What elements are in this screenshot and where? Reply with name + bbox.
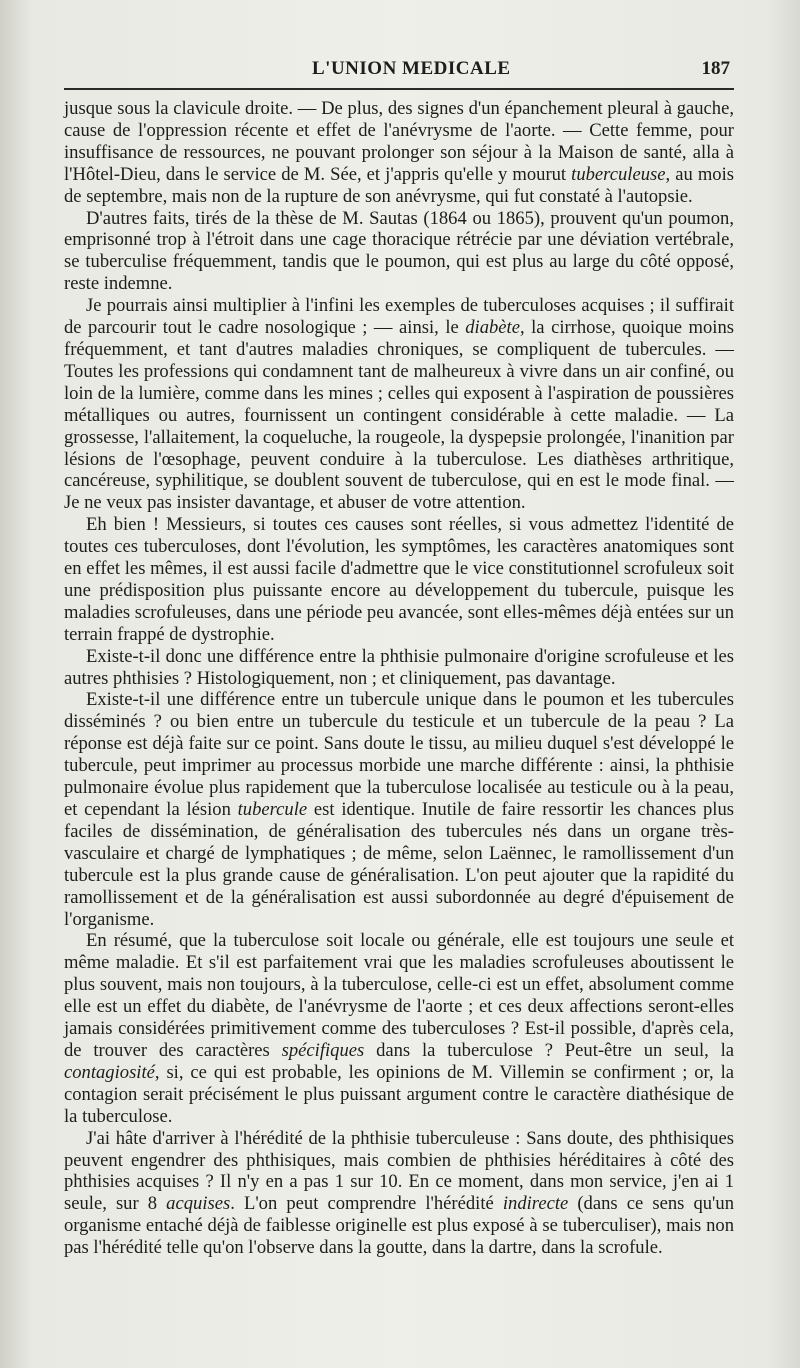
text-run: est identique. Inutile de faire ressortir les chances plus faciles de dissémination, de généralisation des tubercules nés dans un organe très-vasculaire et chargé de lymphatiques ; de même, selon Laënnec, le ramollissement d'un tubercule est la plus grande cause de généralisation. L'on peut ajouter que la rapidité du ramollissement et de la généralisation est aussi subordonnée au degré d'épuisement de l'organisme. xyxy=(64,799,734,930)
italic-run: acquises xyxy=(166,1193,231,1215)
paragraph xyxy=(64,208,734,296)
italic-run: tubercule xyxy=(237,799,308,820)
text-run: (dans ce sens qu'un organisme entaché déjà de faiblesse originelle est plus exposé à se tuberculiser), mais non pas l'hérédité telle qu'on l'observe dans la goutte, dans la dartre, dans la scrofule. xyxy=(64,1193,734,1259)
paragraph xyxy=(64,1128,734,1259)
paragraph xyxy=(64,514,734,645)
page-number: 187 xyxy=(701,58,730,79)
italic-run: contagiosité xyxy=(64,1061,155,1083)
text-run: Je pourrais ainsi multiplier à l'infini les exemples de tuberculoses acquises ; il suffirait de parcourir tout le cadre nosologique ; — ainsi, le xyxy=(64,295,734,339)
header-rule xyxy=(64,88,734,90)
paragraph xyxy=(64,295,734,514)
italic-run: diabète xyxy=(465,317,520,339)
italic-run: spécifiques xyxy=(281,1039,365,1061)
italic-run: tuberculeuse xyxy=(571,163,666,185)
text-run: jusque sous la clavicule droite. — De plus, des signes d'un épanchement pleural à gauche, cause de l'oppression récente et effet de l'anévrysme de l'aorte. — Cette femme, pour insuffisance de ressources, ne pouvant prolonger son séjour à la Maison de santé, alla à l'Hôtel-Dieu, dans le service de M. Sée, et j'appris qu'elle y mourut xyxy=(64,98,734,185)
text-run: dans la tuberculose ? Peut-être un seul, la xyxy=(364,1039,734,1061)
text-run: , au mois de septembre, mais non de la rupture de son anévrysme, qui fut constaté à l'autopsie. xyxy=(64,163,734,207)
text-run: Existe-t-il donc une différence entre la phthisie pulmonaire d'origine scrofuleuse et les autres phthisies ? Histologiquement, non ; et cliniquement, pas davantage. xyxy=(64,645,734,689)
text-run: En résumé, que la tuberculose soit locale ou générale, elle est toujours une seule et même maladie. Et s'il est parfaitement vrai que les maladies scrofuleuses aboutissent le plus souvent, mais non toujours, à la tuberculose, celle-ci est un effet, absolument comme elle est un effet du diabète, de l'anévrysme de l'aorte ; et ces deux affections seront-elles jamais considérées primitivement comme des tuberculoses ? Est-il possible, d'après cela, de trouver des caractères xyxy=(64,930,734,1061)
paragraph xyxy=(64,98,734,208)
running-title: L'UNION MEDICALE xyxy=(312,58,511,79)
page-header xyxy=(64,58,734,84)
text-run: . L'on peut comprendre l'hérédité xyxy=(230,1193,503,1215)
paragraph xyxy=(64,646,734,690)
body-text xyxy=(64,98,734,1259)
text-run: , la cirrhose, quoique moins fréquemment, et tant d'autres maladies chroniques, se compliquent de tubercules. — Toutes les professions qui condamnent tant de malheureux à vivre dans un air confiné, ou loin de la lumière, comme dans les mines ; celles qui exposent à l'aspiration de poussières métalliques ou autres, fournissent un contingent considérable à cette maladie. — La grossesse, l'allaitement, la coqueluche, la rougeole, la dyspepsie prolongée, l'inanition par lésions de l'œsophage, peuvent conduire à la tuberculose. Les diathèses arthritique, cancéreuse, syphilitique, se doublent souvent de tuberculose, qui en est le mode final. — Je ne veux pas insister davantage, et abuser de votre attention. xyxy=(64,317,734,514)
text-run: J'ai hâte d'arriver à l'hérédité de la phthisie tuberculeuse : Sans doute, des phthisiques peuvent engendrer des phthisiques, mais combien de phthisies héréditaires à côté des phthisies acquises ? Il n'y en a pas 1 sur 10. En ce moment, dans mon service, j'en ai 1 seule, sur 8 xyxy=(64,1127,734,1215)
paragraph xyxy=(64,930,734,1127)
text-run: , si, ce qui est probable, les opinions de M. Villemin se confirment ; or, la contagion serait précisément le plus puissant argument contre le caractère diathésique de la tuberculose. xyxy=(64,1061,734,1127)
paragraph xyxy=(64,689,734,930)
text-run: D'autres faits, tirés de la thèse de M. Sautas (1864 ou 1865), prouvent qu'un poumon, emprisonné trop à l'étroit dans une cage thoracique rétrécie par une déviation vertébrale, se tuberculise fréquemment, tandis que le poumon, qui est plus au large du côté opposé, reste indemne. xyxy=(64,207,734,295)
italic-run: indirecte xyxy=(502,1193,569,1215)
text-run: Existe-t-il une différence entre un tubercule unique dans le poumon et les tubercules disséminés ? ou bien entre un tubercule du testicule et un tubercule de la peau ? La réponse est déjà faite sur ce point. Sans doute le tissu, au milieu duquel s'est développé le tubercule, peut imprimer au processus morbide une marche différente : ainsi, la phthisie pulmonaire évolue plus rapidement que la tuberculose localisée au testicule ou à la peau, et cependant la lésion xyxy=(64,689,734,820)
text-run: Eh bien ! Messieurs, si toutes ces causes sont réelles, si vous admettez l'identité de toutes ces tuberculoses, dont l'évolution, les symptômes, les caractères anatomiques sont en effet les mêmes, il est aussi facile d'admettre que le vice constitutionnel scrofuleux soit une prédisposition plus puissante encore au développement du tubercule, puisque les maladies scrofuleuses, dans une période peu avancée, sont elles-mêmes déjà entées sur un terrain frappé de dystrophie. xyxy=(64,514,734,645)
